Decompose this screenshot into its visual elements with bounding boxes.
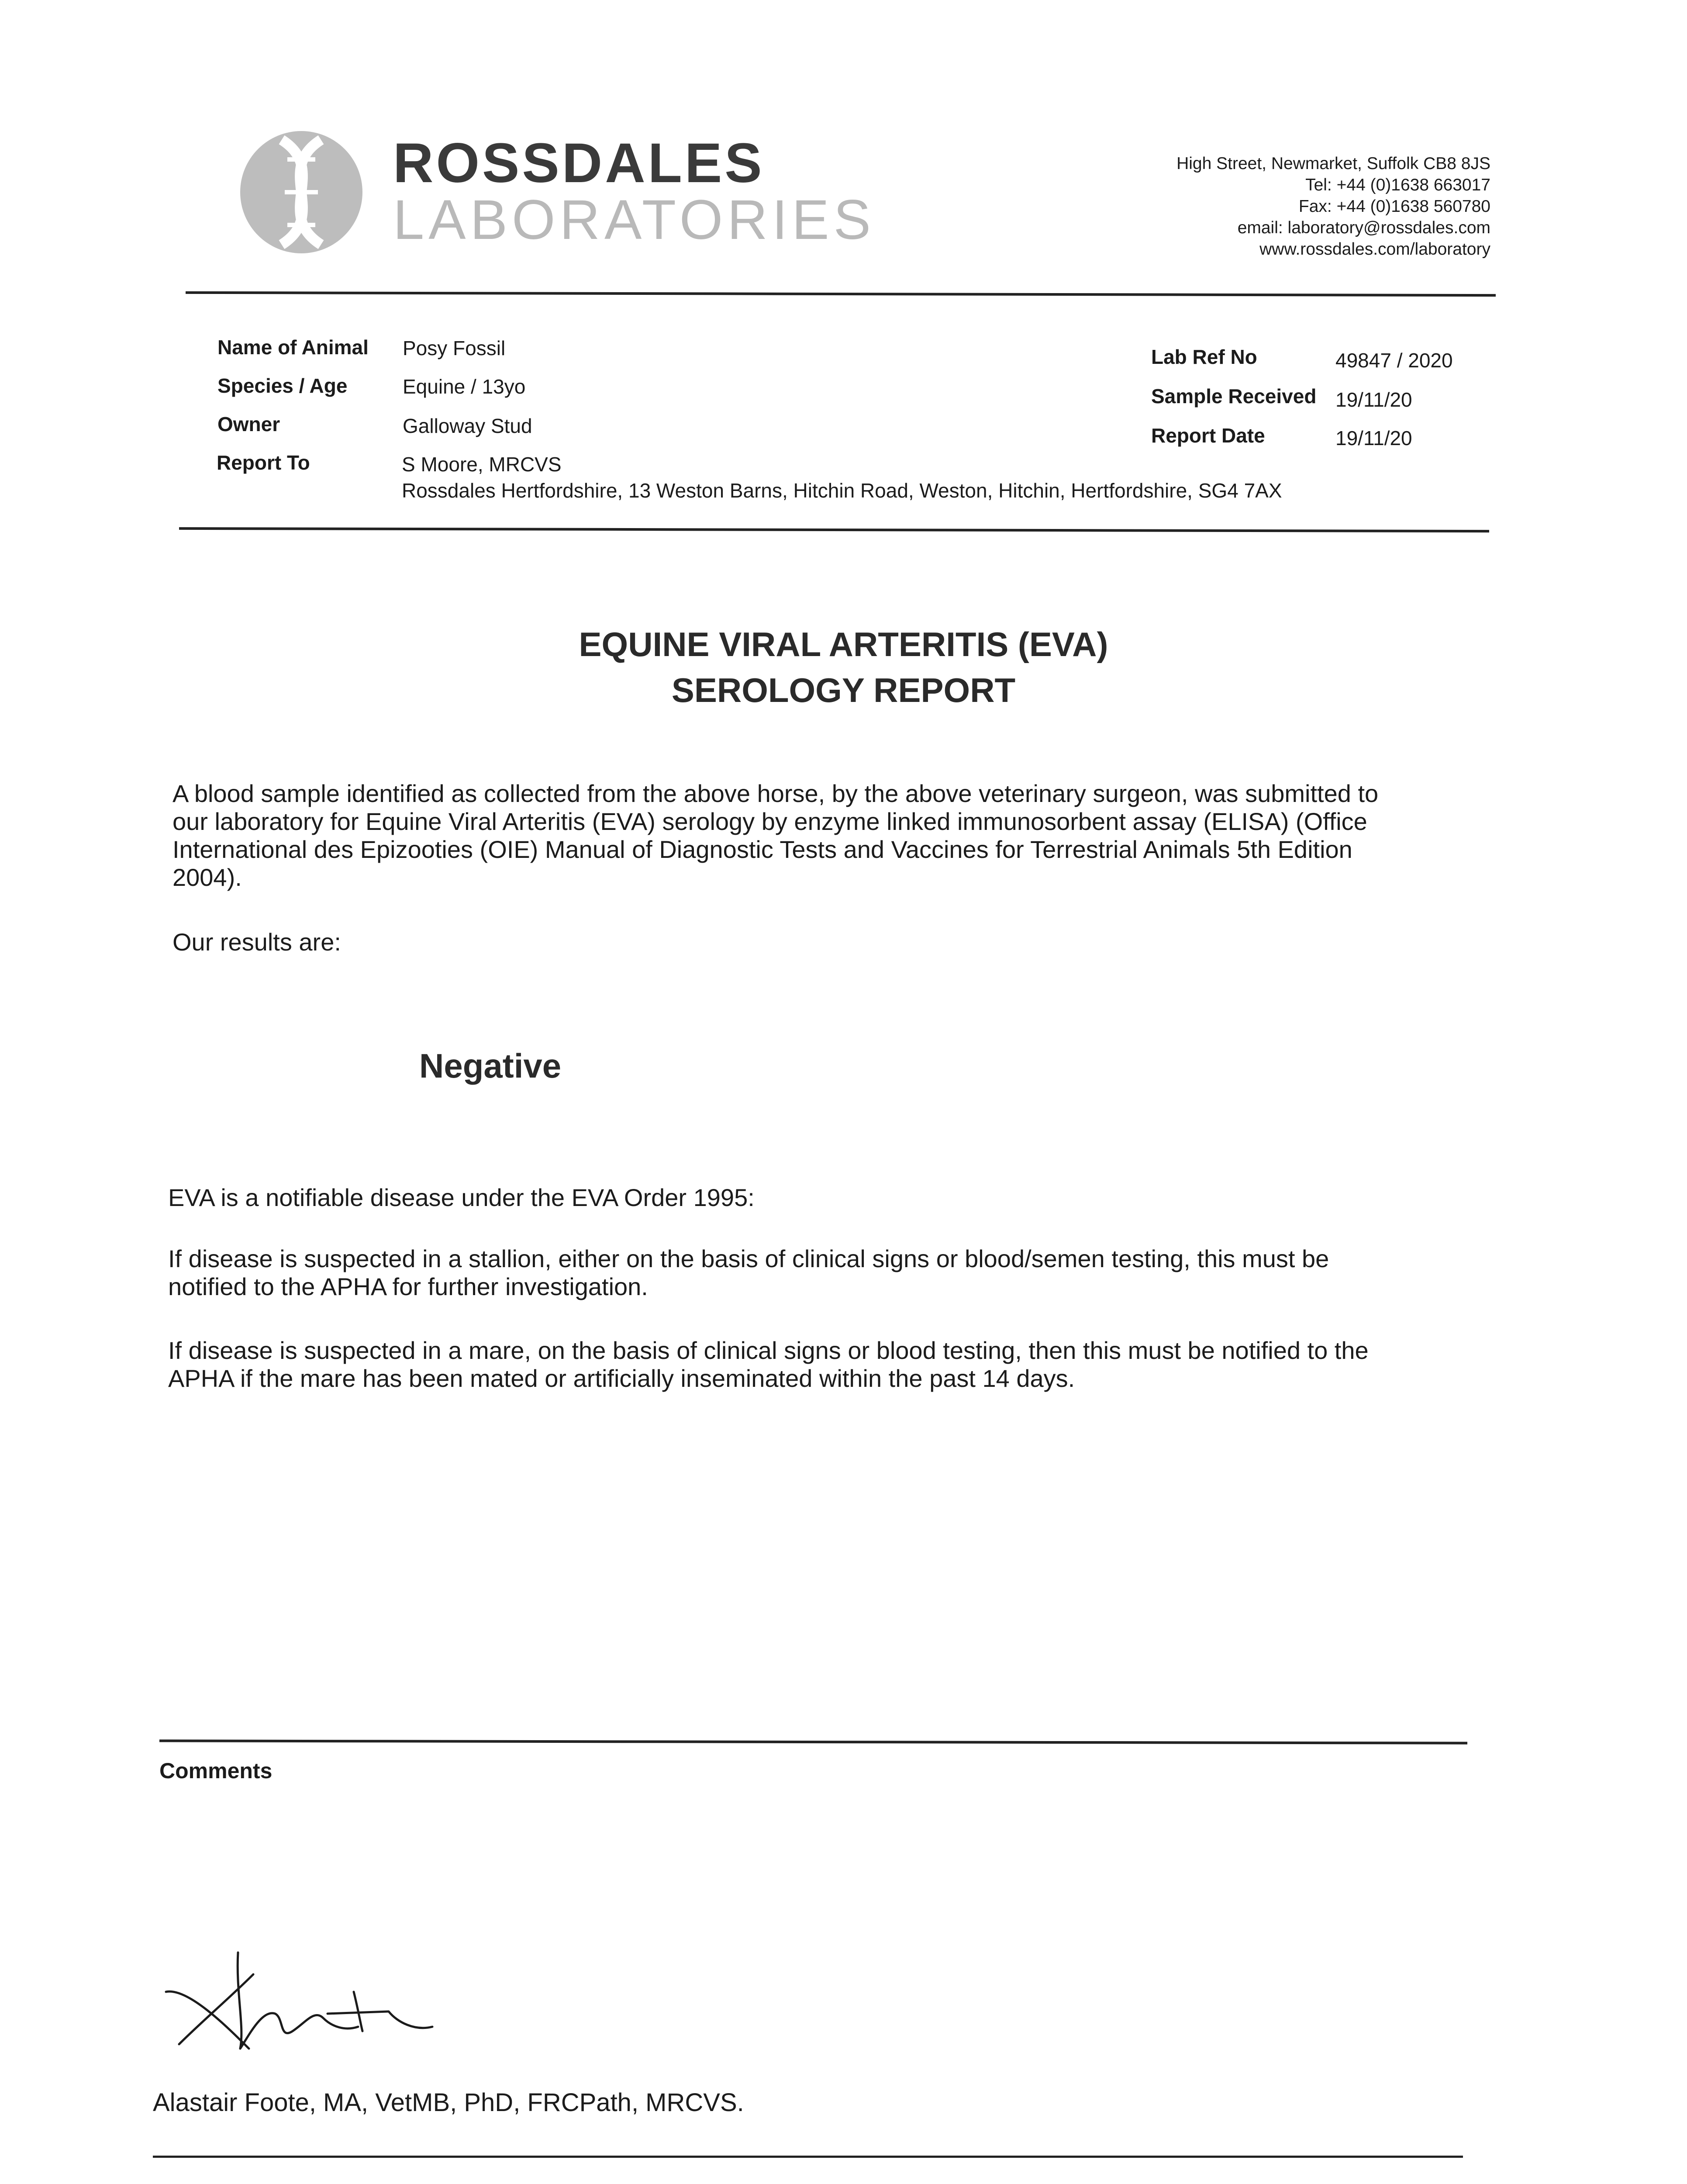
- owner-label: Owner: [217, 413, 280, 435]
- mare-line-2: APHA if the mare has been mated or artificially inseminated within the past 14 days.: [168, 1365, 1075, 1392]
- lab-address-block: [1176, 153, 1490, 260]
- logo-wordmark-bottom: LABORATORIES: [393, 189, 875, 251]
- report-title-line2: SEROLOGY REPORT: [671, 671, 1016, 709]
- mare-line-1: If disease is suspected in a mare, on the basis of clinical signs or blood testing, then this must be notified to the: [168, 1337, 1369, 1364]
- comments-label: Comments: [159, 1759, 273, 1783]
- report-title-line1: EQUINE VIRAL ARTERITIS (EVA): [579, 625, 1108, 663]
- address-tel: Tel: +44 (0)1638 663017: [1305, 176, 1490, 194]
- report-to-label: Report To: [217, 451, 310, 474]
- logo-wordmark-top: ROSSDALES: [393, 132, 765, 194]
- address-fax: Fax: +44 (0)1638 560780: [1298, 197, 1490, 216]
- rossdales-logo-icon: [236, 127, 367, 258]
- intro-line-3: International des Epizooties (OIE) Manual of Diagnostic Tests and Vaccines for Terrestrial Animals 5th Edition: [172, 836, 1352, 863]
- report-to-address: Rossdales Hertfordshire, 13 Weston Barns, Hitchin Road, Weston, Hitchin, Hertfordshire, SG4 7AX: [402, 479, 1282, 502]
- lab-ref-label: Lab Ref No: [1151, 346, 1257, 368]
- info-divider: [179, 527, 1489, 532]
- species-age-value: Equine / 13yo: [403, 375, 526, 398]
- intro-line-1: A blood sample identified as collected from the above horse, by the above veterinary surgeon, was submitted to: [172, 780, 1379, 807]
- name-of-animal-value: Posy Fossil: [403, 337, 506, 359]
- stallion-paragraph: [168, 1245, 1487, 1301]
- intro-line-4: 2004).: [172, 864, 242, 891]
- sample-received-label: Sample Received: [1151, 385, 1317, 408]
- footer-divider: [153, 2156, 1463, 2158]
- address-web: www.rossdales.com/laboratory: [1259, 240, 1490, 259]
- report-to-value: S Moore, MRCVS: [402, 453, 562, 476]
- address-street: High Street, Newmarket, Suffolk CB8 8JS: [1176, 154, 1490, 173]
- header-divider: [186, 291, 1496, 297]
- comments-divider: [159, 1739, 1467, 1744]
- species-age-label: Species / Age: [217, 374, 348, 397]
- stallion-line-1: If disease is suspected in a stallion, either on the basis of clinical signs or blood/semen testing, this must be: [168, 1245, 1329, 1272]
- report-date-value: 19/11/20: [1335, 427, 1412, 449]
- signer-name: Alastair Foote, MA, VetMB, PhD, FRCPath, MRCVS.: [153, 2088, 744, 2117]
- intro-paragraph: [172, 780, 1483, 892]
- lab-ref-value: 49847 / 2020: [1335, 349, 1453, 372]
- mare-paragraph: [168, 1337, 1487, 1393]
- stallion-line-2: notified to the APHA for further investigation.: [168, 1273, 648, 1300]
- result-value: Negative: [419, 1047, 562, 1085]
- name-of-animal-label: Name of Animal: [217, 336, 369, 359]
- owner-value: Galloway Stud: [403, 415, 532, 437]
- signature: [162, 1939, 493, 2070]
- address-email: email: laboratory@rossdales.com: [1237, 218, 1490, 237]
- report-date-label: Report Date: [1151, 424, 1265, 447]
- sample-received-value: 19/11/20: [1335, 388, 1412, 411]
- results-intro: Our results are:: [172, 928, 341, 956]
- intro-line-2: our laboratory for Equine Viral Arteritis (EVA) serology by enzyme linked immunosorbent assay (ELISA) (Office: [172, 808, 1367, 835]
- notifiable-statement: EVA is a notifiable disease under the EVA Order 1995:: [168, 1184, 755, 1211]
